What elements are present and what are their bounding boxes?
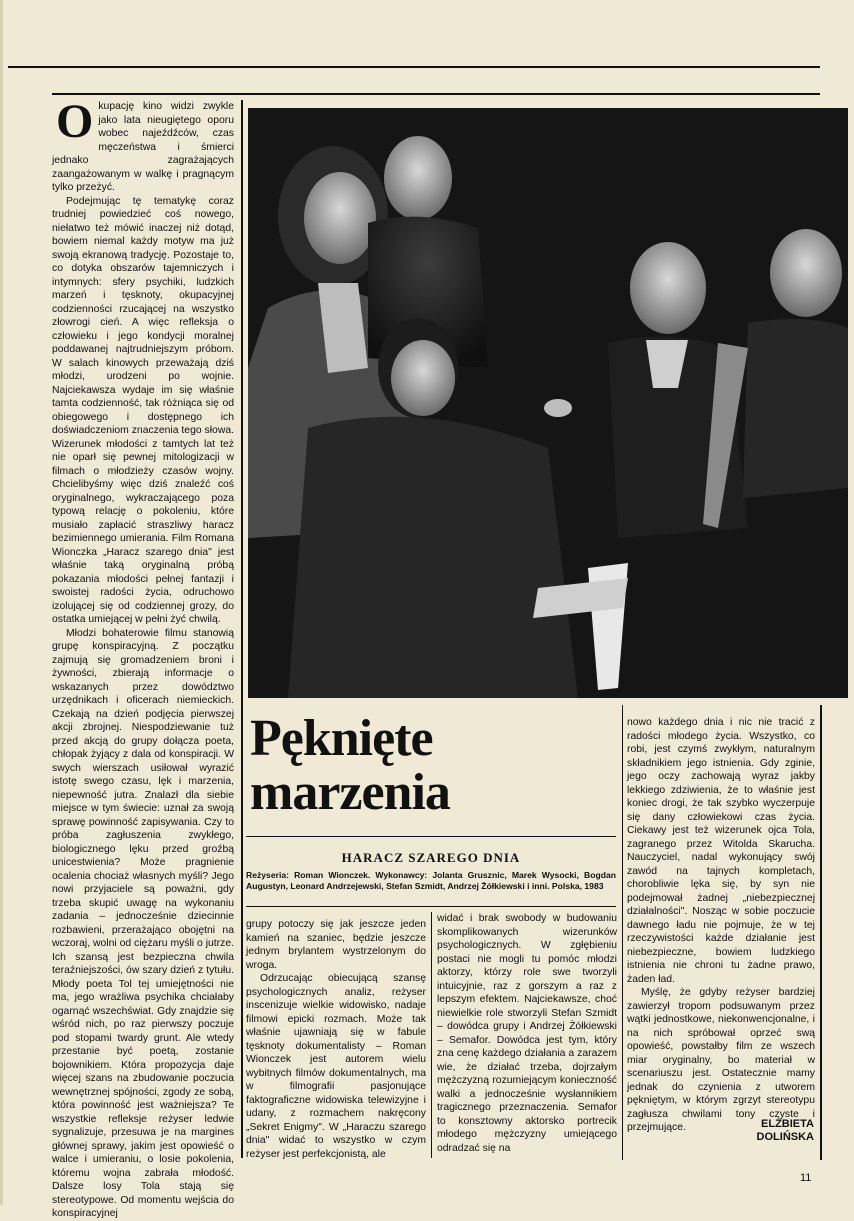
author-last-name: DOLIŃSKA xyxy=(756,1131,814,1143)
paragraph: kupację kino widzi zwykle jako lata nieugiętego oporu wobec najeźdźców, czas męczeństwa i śmierci jednako zagrażających zaangażowanym w walkę i pragnącym tylko przeżyć. xyxy=(52,101,234,193)
film-still-photo xyxy=(248,108,848,698)
title-line-2: marzenia xyxy=(250,764,450,821)
article-column-2 xyxy=(246,918,426,1158)
author-first-name: ELŻBIETA xyxy=(761,1118,814,1130)
credits-rule-bottom xyxy=(246,906,616,907)
paragraph: Myślę, że gdyby reżyser bardziej zawierzył tropom podsuwanym przez wątki jednostkowe, niekonwencjonalne, i na nich spróbował oprzeć swą opowieść, powstałby film ze wszech miar oryginalny, bo materiał w scenariuszu jest. Ostatecznie mamy jednak do czynienia z utworem pękniętym, w którym zgrzyt stereotypu zagłusza chwilami tony czyste i przejmujące. xyxy=(627,987,815,1133)
credits-rule-top xyxy=(246,836,616,837)
column-divider xyxy=(622,705,623,1160)
page-edge xyxy=(0,0,3,1205)
film-title: HARACZ SZAREGO DNIA xyxy=(341,850,521,865)
drop-cap: O xyxy=(56,95,94,148)
paragraph: grupy potoczy się jak jeszcze jeden kamień na szaniec, będzie jeszcze jednym brylantem wystrzelonym do wroga. xyxy=(246,919,426,971)
column-divider xyxy=(241,100,243,1158)
film-still-illustration xyxy=(248,108,848,698)
article-title xyxy=(250,712,610,820)
article-column-3 xyxy=(437,912,617,1158)
top-rule xyxy=(8,66,820,68)
article-column-1 xyxy=(52,95,234,1219)
column-divider xyxy=(820,705,822,1160)
paragraph: Młodzi bohaterowie filmu stanowią grupę konspiracyjną. Z początku zajmują się gromadzeniem broni i żywności, zbierają informacje o wskazanych przez dowództwo urzędnikach i oficerach niemieckich. Czekają na dzień podjęcia pierwszej akcji zbrojnej. Niespodziewanie tuż przed akcją do grupy dołącza poeta, chłopak żyjący z dala od konspiracji. W swych wierszach usiłował wyrazić istotę swego czasu, lęk i marzenia, niepewność jutra. Znalazł dla siebie miejsce w tym świecie: uznał za swoją sprawę powinność zapisywania. Czy to próba zagłuszenia zwykłego, biologicznego lęku przed groźbą unicestwienia? Może pragnienie ocalenia chociaż własnych myśli? Jego nowi przyjaciele są poważni, gdy trzeba skupić uwagę na wykonaniu zadania – jednocześnie dziecinnie rozbawieni, przerażająco obojętni na wczoraj, wolni od ciężaru myśli o jutrze. Ich szansą jest bezpieczna chwila teraźniejszości, ów szary dzień z tytułu. Młody poeta Tol tej umiejętności nie ma, jego wrażliwa psychika chciałaby ogarnąć wszechświat. Gdy znajdzie się wśród nich, po raz pierwszy poczuje pod stopami twardy grunt. Ale wtedy przestanie być poetą, zostanie bojownikiem. Która propozycja daje więcej szans na zbudowanie poczucia wewnętrznej spójności, zgody ze sobą, która powinność jest ważniejsza? Te wszystkie refleksje reżyser ledwie sygnalizuje, przesuwa je na margines głównej sprawy, jakim jest opowieść o walce i umieraniu, o losie pokolenia, któremu wojna zabrała młodość. Dalsze losy Tola stają się stereotypowe. Od momentu wejścia do konspiracyjnej xyxy=(52,627,234,1219)
author-byline xyxy=(700,1118,814,1144)
paragraph: Odrzucając obiecującą szansę psychologicznych analiz, reżyser inscenizuje wielkie widowisko, nadaje filmowi epicki rozmach. Może tak właśnie ujawniają się w fabule tęsknoty dokumentalisty – Roman Wionczek jest autorem wielu wybitnych filmów dokumentalnych, ma w filmografii pasjonujące faktograficzne widowiska telewizyjne i udany, z rozmachem nakręcony „Sekret Enigmy". W „Haraczu szarego dnia" widać to wszystko w czym reżyser jest perfekcjonistą, ale xyxy=(246,973,426,1160)
film-credits: Reżyseria: Roman Wionczek. Wykonawcy: Jolanta Grusznic, Marek Wysocki, Bogdan Augustyn, Leonard Andrzejewski, Stefan Szmidt, Andrzej Żółkiewski i inni. Polska, 1983 xyxy=(246,870,616,891)
top-rule-secondary xyxy=(52,93,820,95)
title-line-1: Pęknięte xyxy=(250,710,433,767)
paragraph: nowo każdego dnia i nic nie tracić z radości młodego życia. Wszystko, co robi, jest czymś zwykłym, naturalnym składnikiem jego istnienia. Gdy zginie, jego oczy zachowają wyraz jakby lekkiego zdziwienia, że to właśnie jest koniec drogi, że tak szybko wyczerpuje się dany człowiekowi czas życia. Ciekawy jest też wizerunek ojca Tola, zagranego przez Witolda Skarucha. Nauczyciel, nadal wykonujący swój zawód na tajnych kompletach, chorobliwie lęka się, by syn nie podejmował żadnej „niebezpiecznej działalności". Nosząc w sobie poczucie dawnego ładu nie pojmuje, że w tej rzeczywistości każde działanie jest niebezpieczne, bowiem ludzkiego istnienia nie chroni tu żadne prawo, żaden ład. xyxy=(627,717,815,985)
paragraph: Podejmując tę tematykę coraz trudniej powiedzieć coś nowego, niełatwo też mówić inaczej niż dotąd, bowiem niemal każdy motyw ma już swoją ekranową tradycję. Pozostaje to, co dotyka obszarów tajemniczych i intymnych: sfery psychiki, ludzkich marzeń i tęsknoty, okupacyjnej codzienności rzucającej na wszystko złowrogi cień. A więc refleksja o człowieku i jego kondycji moralnej poddawanej najtrudniejszym próbom. W salach kinowych przeważają dziś młodzi, urodzeni po wojnie. Najciekawsza wydaje im się właśnie tamta codzienność, tak różniąca się od obiegowego i dostępnego ich doświadczeniom znaczenia tego słowa. Wizerunek młodości z tamtych lat też nie oparł się pewnej mitologizacji w filmach o młodzieży czasów wojny. Chcielibyśmy więc dziś znaleźć coś oryginalnego, wykraczającego poza typową relację o pokoleniu, które musiało zapłacić straszliwy haracz bezimiennego umierania. Film Romana Wionczka „Haracz szarego dnia" jest właśnie taką oryginalną próbą pokazania młodości pełnej fantazji i swoistej radości życia, odruchowo izolującej się od codziennej grozy, do ostatka umiejącej w pełni żyć chwilą. xyxy=(52,195,234,625)
page-number: 11 xyxy=(800,1172,812,1184)
paragraph: widać i brak swobody w budowaniu skomplikowanych wizerunków psychologicznych. W zgłębieniu postaci nie mogli tu pomóc młodzi aktorzy, którzy role swe tworzyli intuicyjnie, raz z gorszym a raz z lepszym efektem. Najciekawsze, choć niewielkie role stworzyli Stefan Szmidt – dowódca grupy i Andrzej Żółkiewski – Semafor. Dowódca jest tym, który zna cenę każdego działania a zarazem wie, że działać trzeba, dojrzałym mężczyzną rozumiejącym konieczność walki a jednocześnie wysłannikiem tragicznego przeznaczenia. Semafor to konsztowny aktorsko portrecik młodego mężczyzny umiejącego odradzać się na xyxy=(437,913,617,1154)
column-divider xyxy=(431,912,432,1158)
